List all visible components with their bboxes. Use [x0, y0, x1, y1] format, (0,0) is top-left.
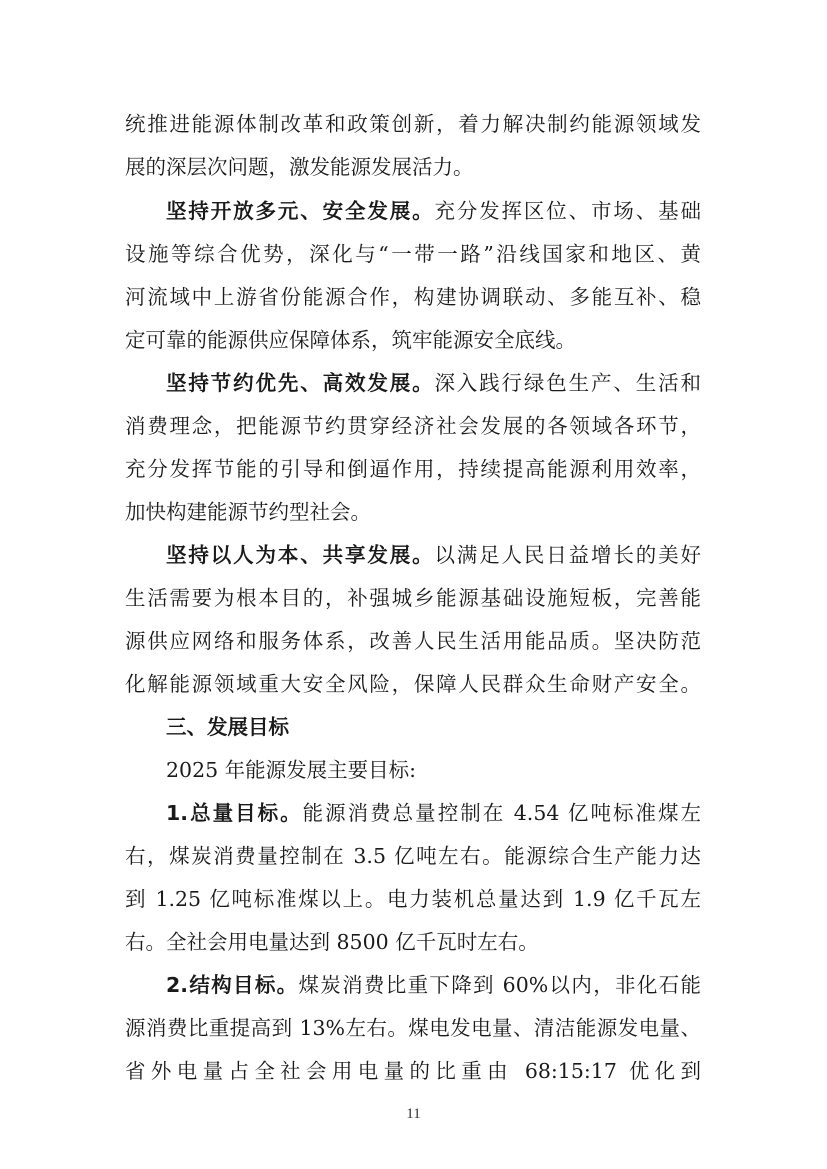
paragraph-line — [125, 152, 701, 182]
paragraph-line — [125, 1056, 701, 1086]
paragraph-line — [166, 540, 701, 570]
paragraph-lead: 坚持节约优先、高效发展。 — [166, 371, 435, 395]
line-text: 设施等综合优势，深化与“一带一路”沿线国家和地区、黄 — [125, 242, 701, 266]
heading-text: 三、发展目标 — [166, 715, 289, 739]
paragraph-line — [125, 884, 701, 914]
line-text: 深入践行绿色生产、生活和 — [434, 371, 702, 395]
paragraph-line — [166, 970, 701, 1000]
section-heading — [166, 712, 701, 742]
line-text: 充分发挥节能的引导和倒逼作用，持续提高能源利用效率， — [125, 457, 701, 481]
paragraph-line — [166, 368, 701, 398]
line-text: 河流域中上游省份能源合作，构建协调联动、多能互补、稳 — [125, 285, 701, 309]
line-text: 统推进能源体制改革和政策创新，着力解决制约能源领域发 — [125, 112, 701, 136]
line-text: 以满足人民日益增长的美好 — [434, 543, 702, 567]
paragraph-line — [125, 454, 701, 484]
line-text: 能源消费总量控制在 4.54 亿吨标准煤左 — [302, 801, 701, 825]
paragraph-line — [166, 755, 701, 785]
line-text: 2025 年能源发展主要目标: — [166, 758, 417, 782]
paragraph-line — [125, 411, 701, 441]
paragraph-lead: 坚持开放多元、安全发展。 — [166, 199, 435, 223]
paragraph-line — [125, 841, 701, 871]
line-text: 右。全社会用电量达到 8500 亿千瓦时左右。 — [125, 930, 539, 954]
paragraph-lead: 坚持以人为本、共享发展。 — [166, 543, 435, 567]
paragraph-line — [125, 325, 701, 355]
paragraph-line — [125, 626, 701, 656]
line-text: 定可靠的能源供应保障体系，筑牢能源安全底线。 — [125, 328, 576, 352]
paragraph-line — [125, 583, 701, 613]
line-text: 生活需要为根本目的，补强城乡能源基础设施短板，完善能 — [125, 586, 701, 610]
paragraph-lead: 2.结构目标。 — [166, 973, 299, 997]
line-text: 充分发挥区位、市场、基础 — [434, 199, 702, 223]
line-text: 源供应网络和服务体系，改善人民生活用能品质。坚决防范 — [125, 629, 701, 653]
paragraph-lead: 1.总量目标。 — [166, 801, 303, 825]
line-text: 煤炭消费比重下降到 60%以内，非化石能 — [298, 973, 701, 997]
paragraph-line — [125, 109, 701, 139]
paragraph-line — [125, 1013, 701, 1043]
line-text: 消费理念，把能源节约贯穿经济社会发展的各领域各环节， — [125, 414, 701, 438]
page-number: 11 — [406, 1106, 421, 1122]
paragraph-line — [125, 497, 701, 527]
line-text: 化解能源领域重大安全风险，保障人民群众生命财产安全。 — [125, 672, 701, 696]
paragraph-line — [166, 196, 701, 226]
line-text: 省外电量占全社会用电量的比重由 68:15:17 优化到 — [125, 1059, 701, 1083]
paragraph-line — [125, 669, 701, 699]
line-text: 右，煤炭消费量控制在 3.5 亿吨左右。能源综合生产能力达 — [125, 844, 701, 868]
line-text: 到 1.25 亿吨标准煤以上。电力装机总量达到 1.9 亿千瓦左 — [125, 887, 701, 911]
line-text: 源消费比重提高到 13%左右。煤电发电量、清洁能源发电量、 — [125, 1016, 701, 1040]
paragraph-line — [125, 282, 701, 312]
paragraph-line — [125, 927, 701, 957]
line-text: 展的深层次问题，激发能源发展活力。 — [125, 155, 474, 179]
line-text: 加快构建能源节约型社会。 — [125, 500, 371, 524]
paragraph-line — [166, 798, 701, 828]
paragraph-line — [125, 239, 701, 269]
